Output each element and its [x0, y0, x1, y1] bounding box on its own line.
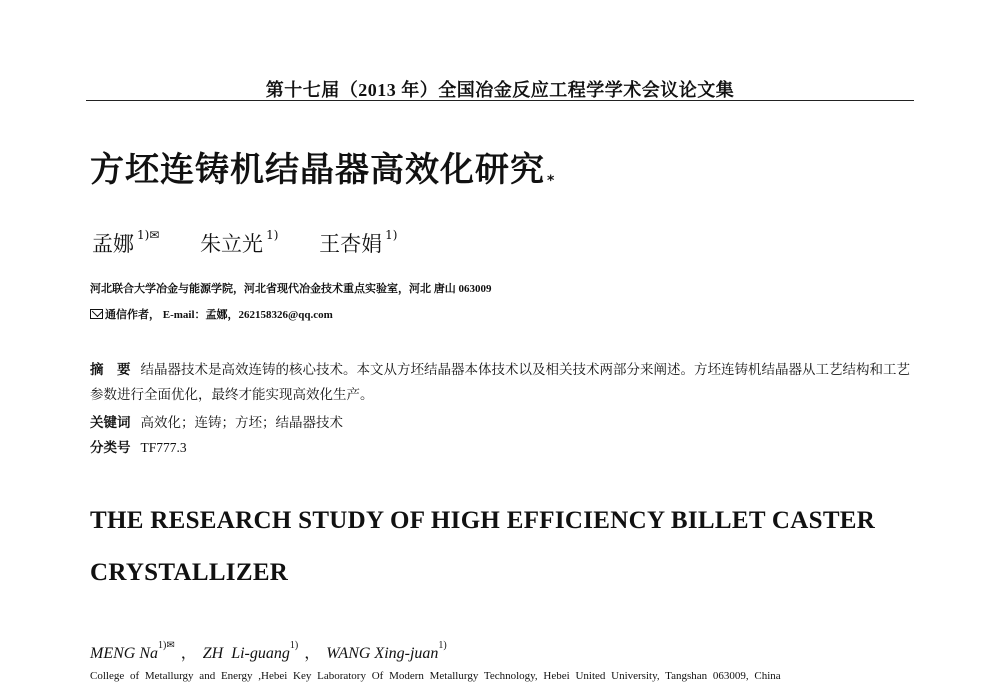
classification	[90, 436, 187, 456]
author-3	[319, 228, 398, 256]
keywords-label: 关键词	[90, 415, 131, 430]
author-1-mark: 1)✉	[137, 228, 160, 242]
affiliation: 河北联合大学冶金与能源学院，河北省现代冶金技术重点实验室，河北 唐山 063009	[90, 283, 492, 295]
chinese-authors	[92, 228, 431, 258]
author-2-mark: 1)	[266, 228, 279, 242]
en-author-2-mark: 1)	[289, 640, 299, 651]
en-author-separator-2: ，	[304, 645, 321, 662]
keywords-text: 高效化；连铸；方坯；结晶器技术	[140, 415, 343, 430]
en-author-2	[202, 640, 299, 662]
classification-label: 分类号	[90, 440, 131, 455]
english-title: THE RESEARCH STUDY OF HIGH EFFICIENCY BILLET CASTER CRYSTALLIZER	[90, 507, 876, 586]
author-2-name: 朱立光	[200, 232, 264, 256]
author-2	[200, 228, 279, 256]
en-author-3-mark: 1)	[438, 640, 447, 651]
en-author-3	[326, 640, 447, 662]
abstract	[90, 357, 915, 407]
author-1-name: 孟娜	[92, 232, 134, 256]
keywords	[90, 411, 343, 431]
en-author-2-name: ZH Li-guang	[202, 645, 290, 662]
en-author-1	[90, 640, 175, 662]
corresponding-author	[90, 306, 333, 322]
chinese-title-text: 方坯连铸机结晶器高效化研究	[90, 150, 545, 190]
classification-code: TF777.3	[140, 440, 187, 455]
en-author-separator: ，	[180, 645, 197, 662]
corresponding-email: E-mail：孟娜，262158326@qq.com	[162, 309, 333, 321]
chinese-title	[90, 142, 555, 191]
en-author-1-mark: 1)✉	[158, 640, 175, 651]
abstract-label: 摘 要	[90, 362, 131, 377]
en-author-3-name: WANG Xing-juan	[326, 645, 439, 662]
header-rule	[86, 100, 914, 101]
author-3-name: 王杏娟	[319, 232, 383, 256]
author-1	[92, 228, 160, 256]
en-author-1-name: MENG Na	[90, 645, 158, 662]
english-authors	[90, 640, 447, 663]
english-affiliation: College of Metallurgy and Energy ,Hebei Key Laboratory Of Modern Metallurgy Technology, Hebei United University, Tangshan 063009, China	[90, 670, 781, 682]
running-header: 第十七届（2013 年）全国冶金反应工程学学术会议论文集	[265, 80, 735, 100]
abstract-text: 结晶器技术是高效连铸的核心技术。本文从方坯结晶器本体技术以及相关技术两部分来阐述。方坯连铸机结晶器从工艺结构和工艺参数进行全面优化，最终才能实现高效化生产。	[90, 362, 910, 402]
corresponding-label: 通信作者，	[105, 309, 160, 321]
author-3-mark: 1)	[385, 228, 398, 242]
mail-icon	[90, 309, 103, 319]
title-footnote-mark: *	[547, 173, 556, 189]
